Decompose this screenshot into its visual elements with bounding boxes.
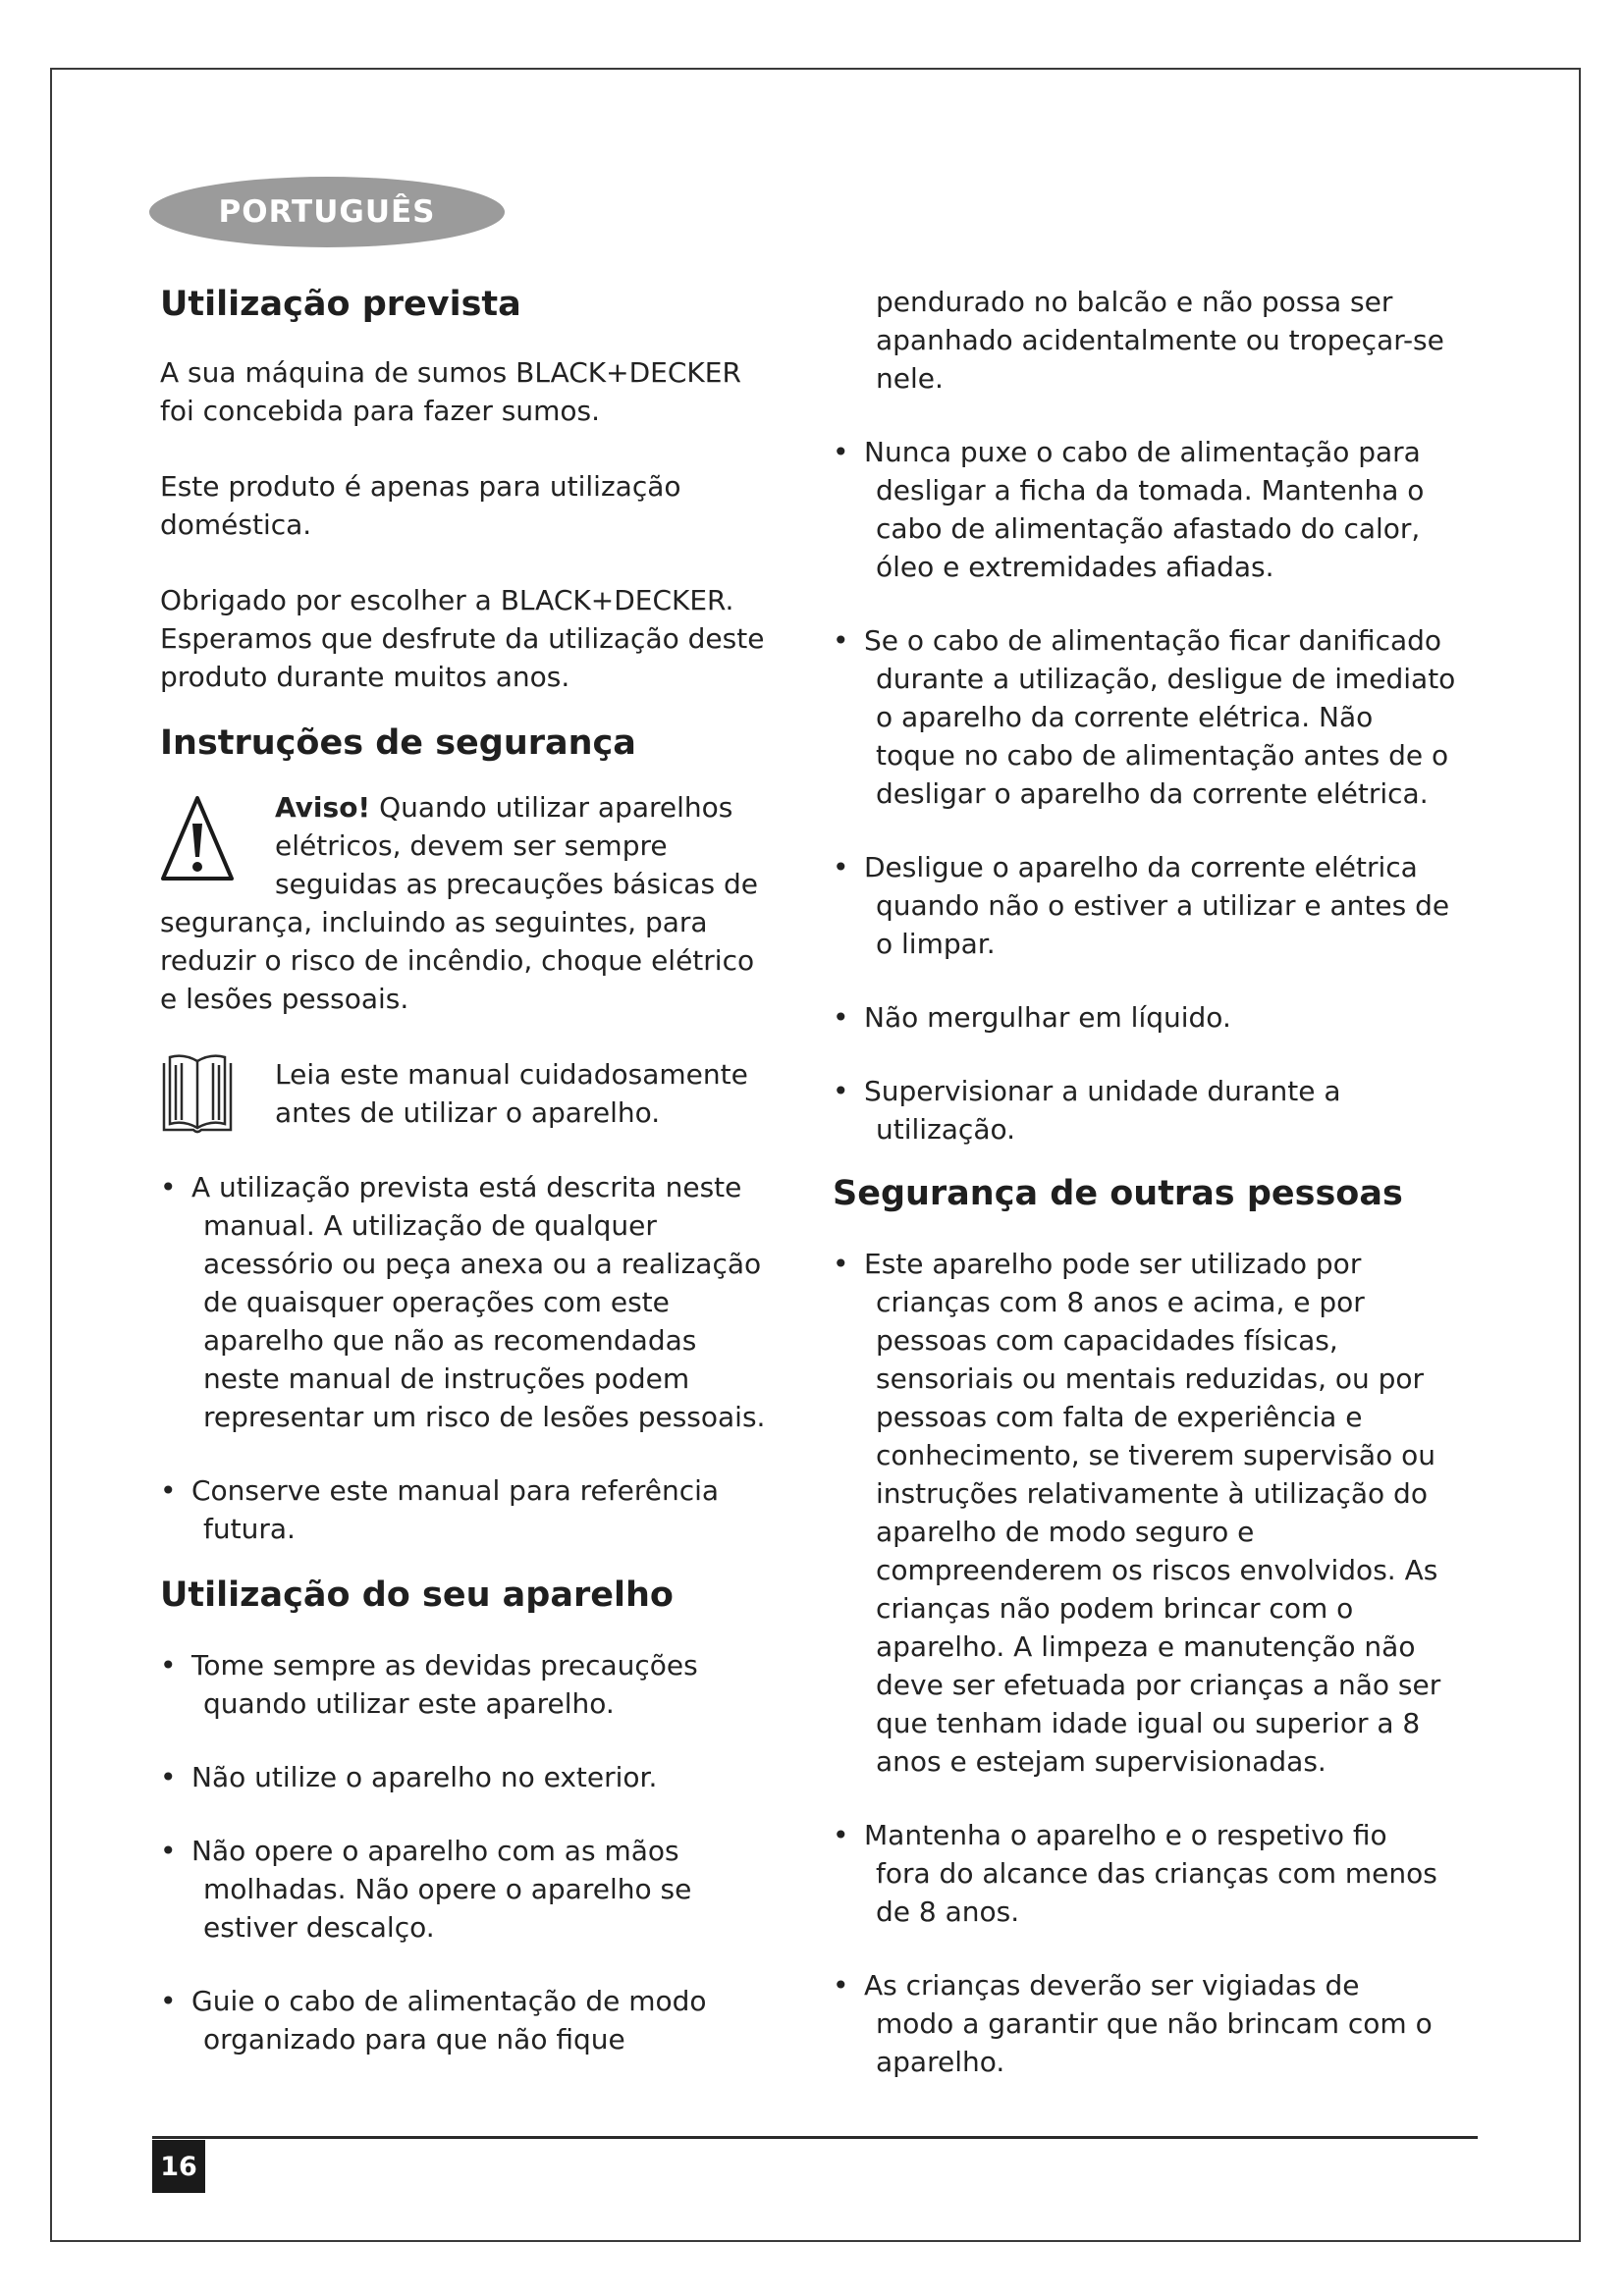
- paragraph-intended-1: [160, 353, 808, 430]
- text-line: Conserve este manual para referência: [191, 1474, 720, 1507]
- text-line: Não opere o aparelho com as mãos: [191, 1835, 679, 1867]
- text-line: crianças com 8 anos e acima, e por: [876, 1286, 1365, 1318]
- warning-line-5: reduzir o risco de incêndio, choque elétrico: [160, 944, 755, 977]
- page-number-badge: [152, 2140, 205, 2193]
- bullet: •: [833, 1075, 849, 1107]
- list-item: [160, 1758, 808, 1796]
- bullet: •: [160, 1474, 177, 1507]
- bullet: •: [833, 436, 849, 468]
- text-line: conhecimento, se tiverem supervisão ou: [876, 1439, 1435, 1471]
- text-line: Não utilize o aparelho no exterior.: [191, 1761, 658, 1793]
- text-line: organizado para que não fique: [203, 2023, 625, 2056]
- text-line: representar um risco de lesões pessoais.: [203, 1401, 766, 1433]
- text-line: aparelho. A limpeza e manutenção não: [876, 1630, 1416, 1663]
- list-item: [160, 1982, 808, 2058]
- text-line: produto durante muitos anos.: [160, 661, 570, 693]
- text-line: Este aparelho pode ser utilizado por: [864, 1248, 1362, 1280]
- warning-callout: [160, 788, 808, 1018]
- list-item: [160, 1471, 808, 1548]
- text-line: Obrigado por escolher a BLACK+DECKER.: [160, 584, 734, 616]
- list-item: [160, 1646, 808, 1723]
- bullet: •: [160, 1171, 177, 1203]
- open-book-icon: [160, 1051, 235, 1138]
- warning-line-2: elétricos, devem ser sempre: [275, 829, 668, 862]
- text-line: Esperamos que desfrute da utilização deste: [160, 622, 765, 655]
- list-item: [833, 1245, 1486, 1781]
- warning-label: Aviso!: [275, 791, 371, 824]
- right-column: [833, 283, 1486, 2081]
- text-line: pessoas com falta de experiência e: [876, 1401, 1363, 1433]
- text-line: molhadas. Não opere o aparelho se: [203, 1873, 692, 1905]
- bullet: •: [160, 1985, 177, 2017]
- text-line: Este produto é apenas para utilização: [160, 470, 681, 503]
- text-line: crianças não podem brincar com o: [876, 1592, 1354, 1625]
- paragraph-intended-3: [160, 581, 808, 696]
- list-item-continuation: [833, 283, 1486, 398]
- list-item: [833, 433, 1486, 586]
- text-line: desligar o aparelho da corrente elétrica.: [876, 777, 1429, 810]
- bullet: •: [833, 1969, 849, 2002]
- text-line: Nunca puxe o cabo de alimentação para: [864, 436, 1421, 468]
- text-line: foi concebida para fazer sumos.: [160, 395, 601, 427]
- warning-line-6: e lesões pessoais.: [160, 983, 409, 1015]
- text-line: utilização.: [876, 1113, 1016, 1146]
- text-line: Quando utilizar aparelhos: [370, 791, 733, 824]
- text-line: Não mergulhar em líquido.: [864, 1001, 1231, 1034]
- list-item: [833, 998, 1486, 1037]
- footer-rule: [152, 2136, 1478, 2139]
- text-line: aparelho de modo seguro e: [876, 1516, 1255, 1548]
- list-item: [160, 1168, 808, 1436]
- bullet: •: [833, 1001, 849, 1034]
- text-line: As crianças deverão ser vigiadas de: [864, 1969, 1360, 2002]
- left-column: [160, 283, 808, 2058]
- text-line: desligar a ficha da tomada. Mantenha o: [876, 474, 1425, 507]
- text-line: Tome sempre as devidas precauções: [191, 1649, 698, 1682]
- heading-safety-instructions: Instruções de segurança: [160, 723, 636, 763]
- warning-line-4: segurança, incluindo as seguintes, para: [160, 906, 708, 938]
- text-line: instruções relativamente à utilização do: [876, 1477, 1428, 1510]
- text-line: que tenham idade igual ou superior a 8: [876, 1707, 1421, 1739]
- manual-line-1: Leia este manual cuidadosamente: [275, 1058, 748, 1091]
- text-line: pessoas com capacidades físicas,: [876, 1324, 1338, 1357]
- text-line: óleo e extremidades afiadas.: [876, 551, 1274, 583]
- text-line: durante a utilização, desligue de imediato: [876, 663, 1456, 695]
- bullet: •: [833, 624, 849, 657]
- text-line: acessório ou peça anexa ou a realização: [203, 1248, 762, 1280]
- language-tab: [149, 177, 505, 247]
- bullet: •: [833, 851, 849, 883]
- text-line: doméstica.: [160, 508, 312, 541]
- text-line: nele.: [876, 362, 944, 395]
- text-line: fora do alcance das crianças com menos: [876, 1857, 1437, 1890]
- text-line: aparelho que não as recomendadas: [203, 1324, 697, 1357]
- bullet: •: [160, 1835, 177, 1867]
- text-line: Guie o cabo de alimentação de modo: [191, 1985, 707, 2017]
- text-line: A utilização prevista está descrita neste: [191, 1171, 742, 1203]
- text-line: aparelho.: [876, 2046, 1005, 2078]
- text-line: futura.: [203, 1513, 296, 1545]
- bullet: •: [833, 1248, 849, 1280]
- text-line: o limpar.: [876, 928, 996, 960]
- list-item: [833, 1816, 1486, 1931]
- text-line: Mantenha o aparelho e o respetivo fio: [864, 1819, 1387, 1851]
- bullet: •: [160, 1649, 177, 1682]
- text-line: compreenderem os riscos envolvidos. As: [876, 1554, 1438, 1586]
- list-item: [833, 1966, 1486, 2081]
- text-line: toque no cabo de alimentação antes de o: [876, 739, 1449, 772]
- text-line: Desligue o aparelho da corrente elétrica: [864, 851, 1418, 883]
- text-line: modo a garantir que não brincam com o: [876, 2007, 1433, 2040]
- text-line: quando utilizar este aparelho.: [203, 1687, 615, 1720]
- text-line: apanhado acidentalmente ou tropeçar-se: [876, 324, 1444, 356]
- text-line: pendurado no balcão e não possa ser: [876, 286, 1393, 318]
- heading-appliance-use: Utilização do seu aparelho: [160, 1575, 674, 1615]
- text-line: deve ser efetuada por crianças a não ser: [876, 1669, 1441, 1701]
- text-line: neste manual de instruções podem: [203, 1362, 690, 1395]
- text-line: de quaisquer operações com este: [203, 1286, 670, 1318]
- text-line: o aparelho da corrente elétrica. Não: [876, 701, 1374, 733]
- text-line: sensoriais ou mentais reduzidas, ou por: [876, 1362, 1425, 1395]
- text-line: quando não o estiver a utilizar e antes de: [876, 889, 1450, 922]
- page-number: 16: [160, 2151, 197, 2182]
- text-line: Supervisionar a unidade durante a: [864, 1075, 1341, 1107]
- warning-triangle-icon: [160, 794, 235, 884]
- heading-intended-use: Utilização prevista: [160, 285, 521, 324]
- paragraph-intended-2: [160, 467, 808, 544]
- manual-callout: [160, 1055, 808, 1132]
- manual-line-2: antes de utilizar o aparelho.: [275, 1096, 661, 1129]
- bullet: •: [833, 1819, 849, 1851]
- language-tab-label: PORTUGUÊS: [218, 194, 436, 230]
- list-item: [833, 1072, 1486, 1148]
- text-line: A sua máquina de sumos BLACK+DECKER: [160, 356, 741, 389]
- list-item: [160, 1832, 808, 1947]
- text-line: Se o cabo de alimentação ficar danificado: [864, 624, 1442, 657]
- warning-line-3: seguidas as precauções básicas de: [275, 868, 758, 900]
- text-line: cabo de alimentação afastado do calor,: [876, 512, 1421, 545]
- heading-others-safety: Segurança de outras pessoas: [833, 1174, 1403, 1213]
- bullet: •: [160, 1761, 177, 1793]
- list-item: [833, 848, 1486, 963]
- text-line: anos e estejam supervisionadas.: [876, 1745, 1326, 1778]
- list-item: [833, 621, 1486, 813]
- text-line: estiver descalço.: [203, 1911, 435, 1944]
- text-line: de 8 anos.: [876, 1896, 1020, 1928]
- text-line: manual. A utilização de qualquer: [203, 1209, 657, 1242]
- warning-line-1: [160, 788, 808, 827]
